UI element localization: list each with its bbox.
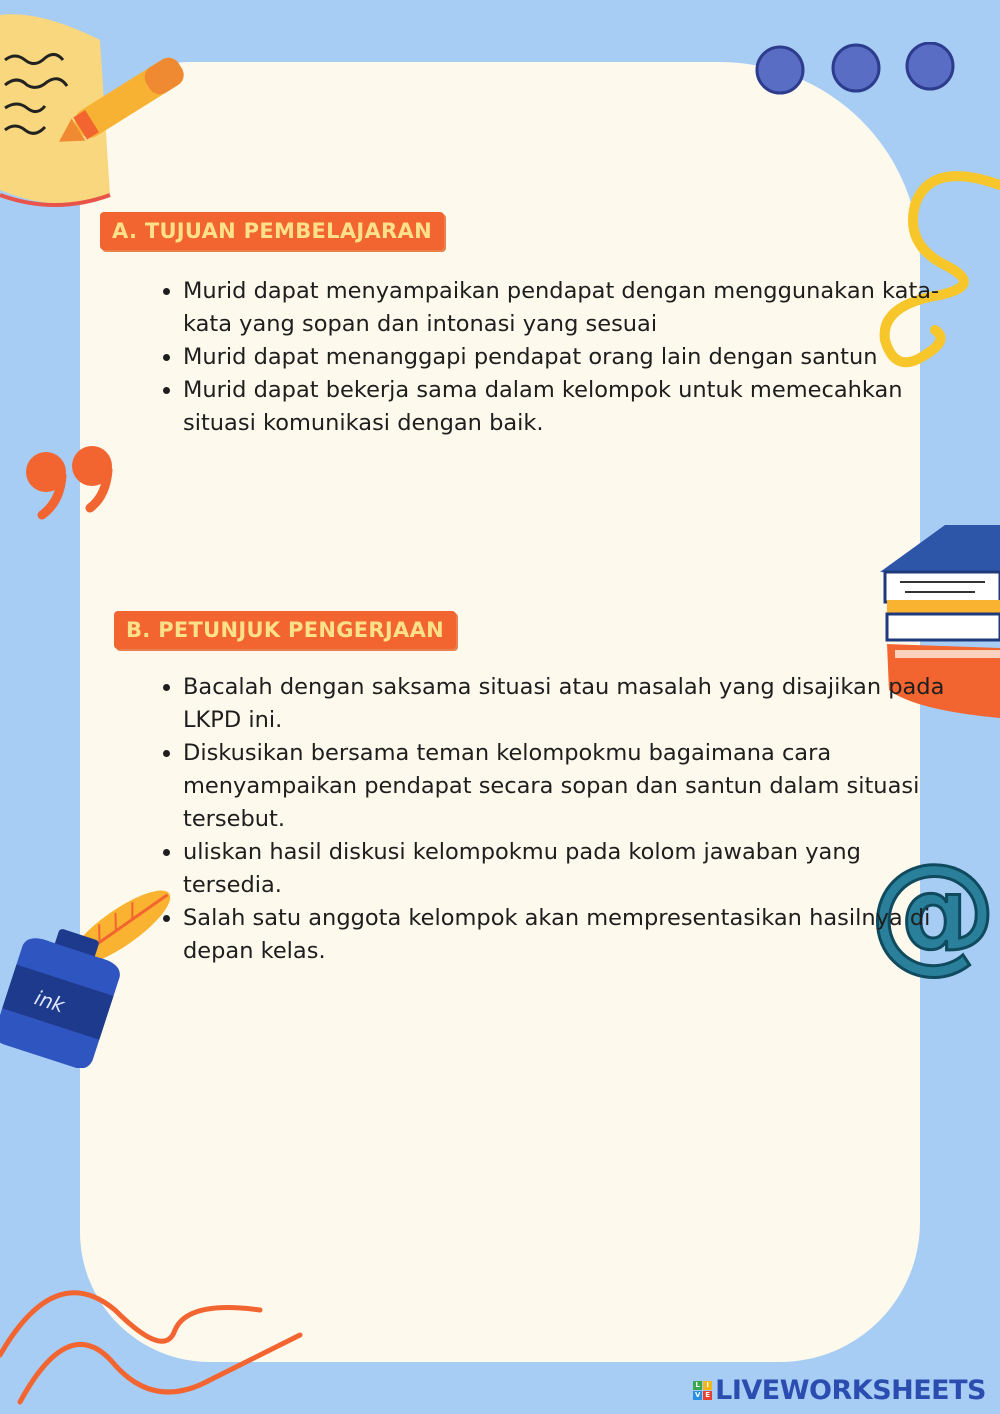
at-sign-icon: @ — [869, 837, 997, 986]
list-item: • Murid dapat menanggapi pendapat orang lain dengan santun — [183, 341, 953, 374]
paper-pen-icon — [0, 0, 215, 215]
liveworksheets-logo-icon: L I V E — [693, 1381, 712, 1400]
section-b-heading: B. PETUNJUK PENGERJAAN — [114, 611, 456, 649]
quote-icon — [18, 440, 118, 520]
section-a-heading: A. TUJUAN PEMBELAJARAN — [100, 212, 444, 250]
brand-name: LIVEWORKSHEETS — [715, 1374, 986, 1406]
list-item: • uliskan hasil diskusi kelompokmu pada kolom jawaban yang tersedia. — [183, 836, 953, 902]
list-item: • Bacalah dengan saksama situasi atau masalah yang disajikan pada LKPD ini. — [183, 671, 953, 737]
liveworksheets-brand[interactable] — [693, 1374, 986, 1406]
wave-icon — [0, 1270, 320, 1410]
ink-label: ink — [31, 985, 68, 1018]
list-item: • Murid dapat menyampaikan pendapat dengan menggunakan kata-kata yang sopan dan intonasi yang sesuai — [183, 275, 953, 341]
list-item: • Murid dapat bekerja sama dalam kelompok untuk memecahkan situasi komunikasi dengan baik. — [183, 374, 953, 440]
dots-icon — [752, 42, 962, 98]
objectives-list — [140, 275, 953, 440]
list-item: • Diskusikan bersama teman kelompokmu bagaimana cara menyampaikan pendapat secara sopan dan santun dalam situasi tersebut. — [183, 737, 953, 836]
instructions-list — [140, 671, 953, 968]
list-item: • Salah satu anggota kelompok akan mempresentasikan hasilnya di depan kelas. — [183, 902, 953, 968]
